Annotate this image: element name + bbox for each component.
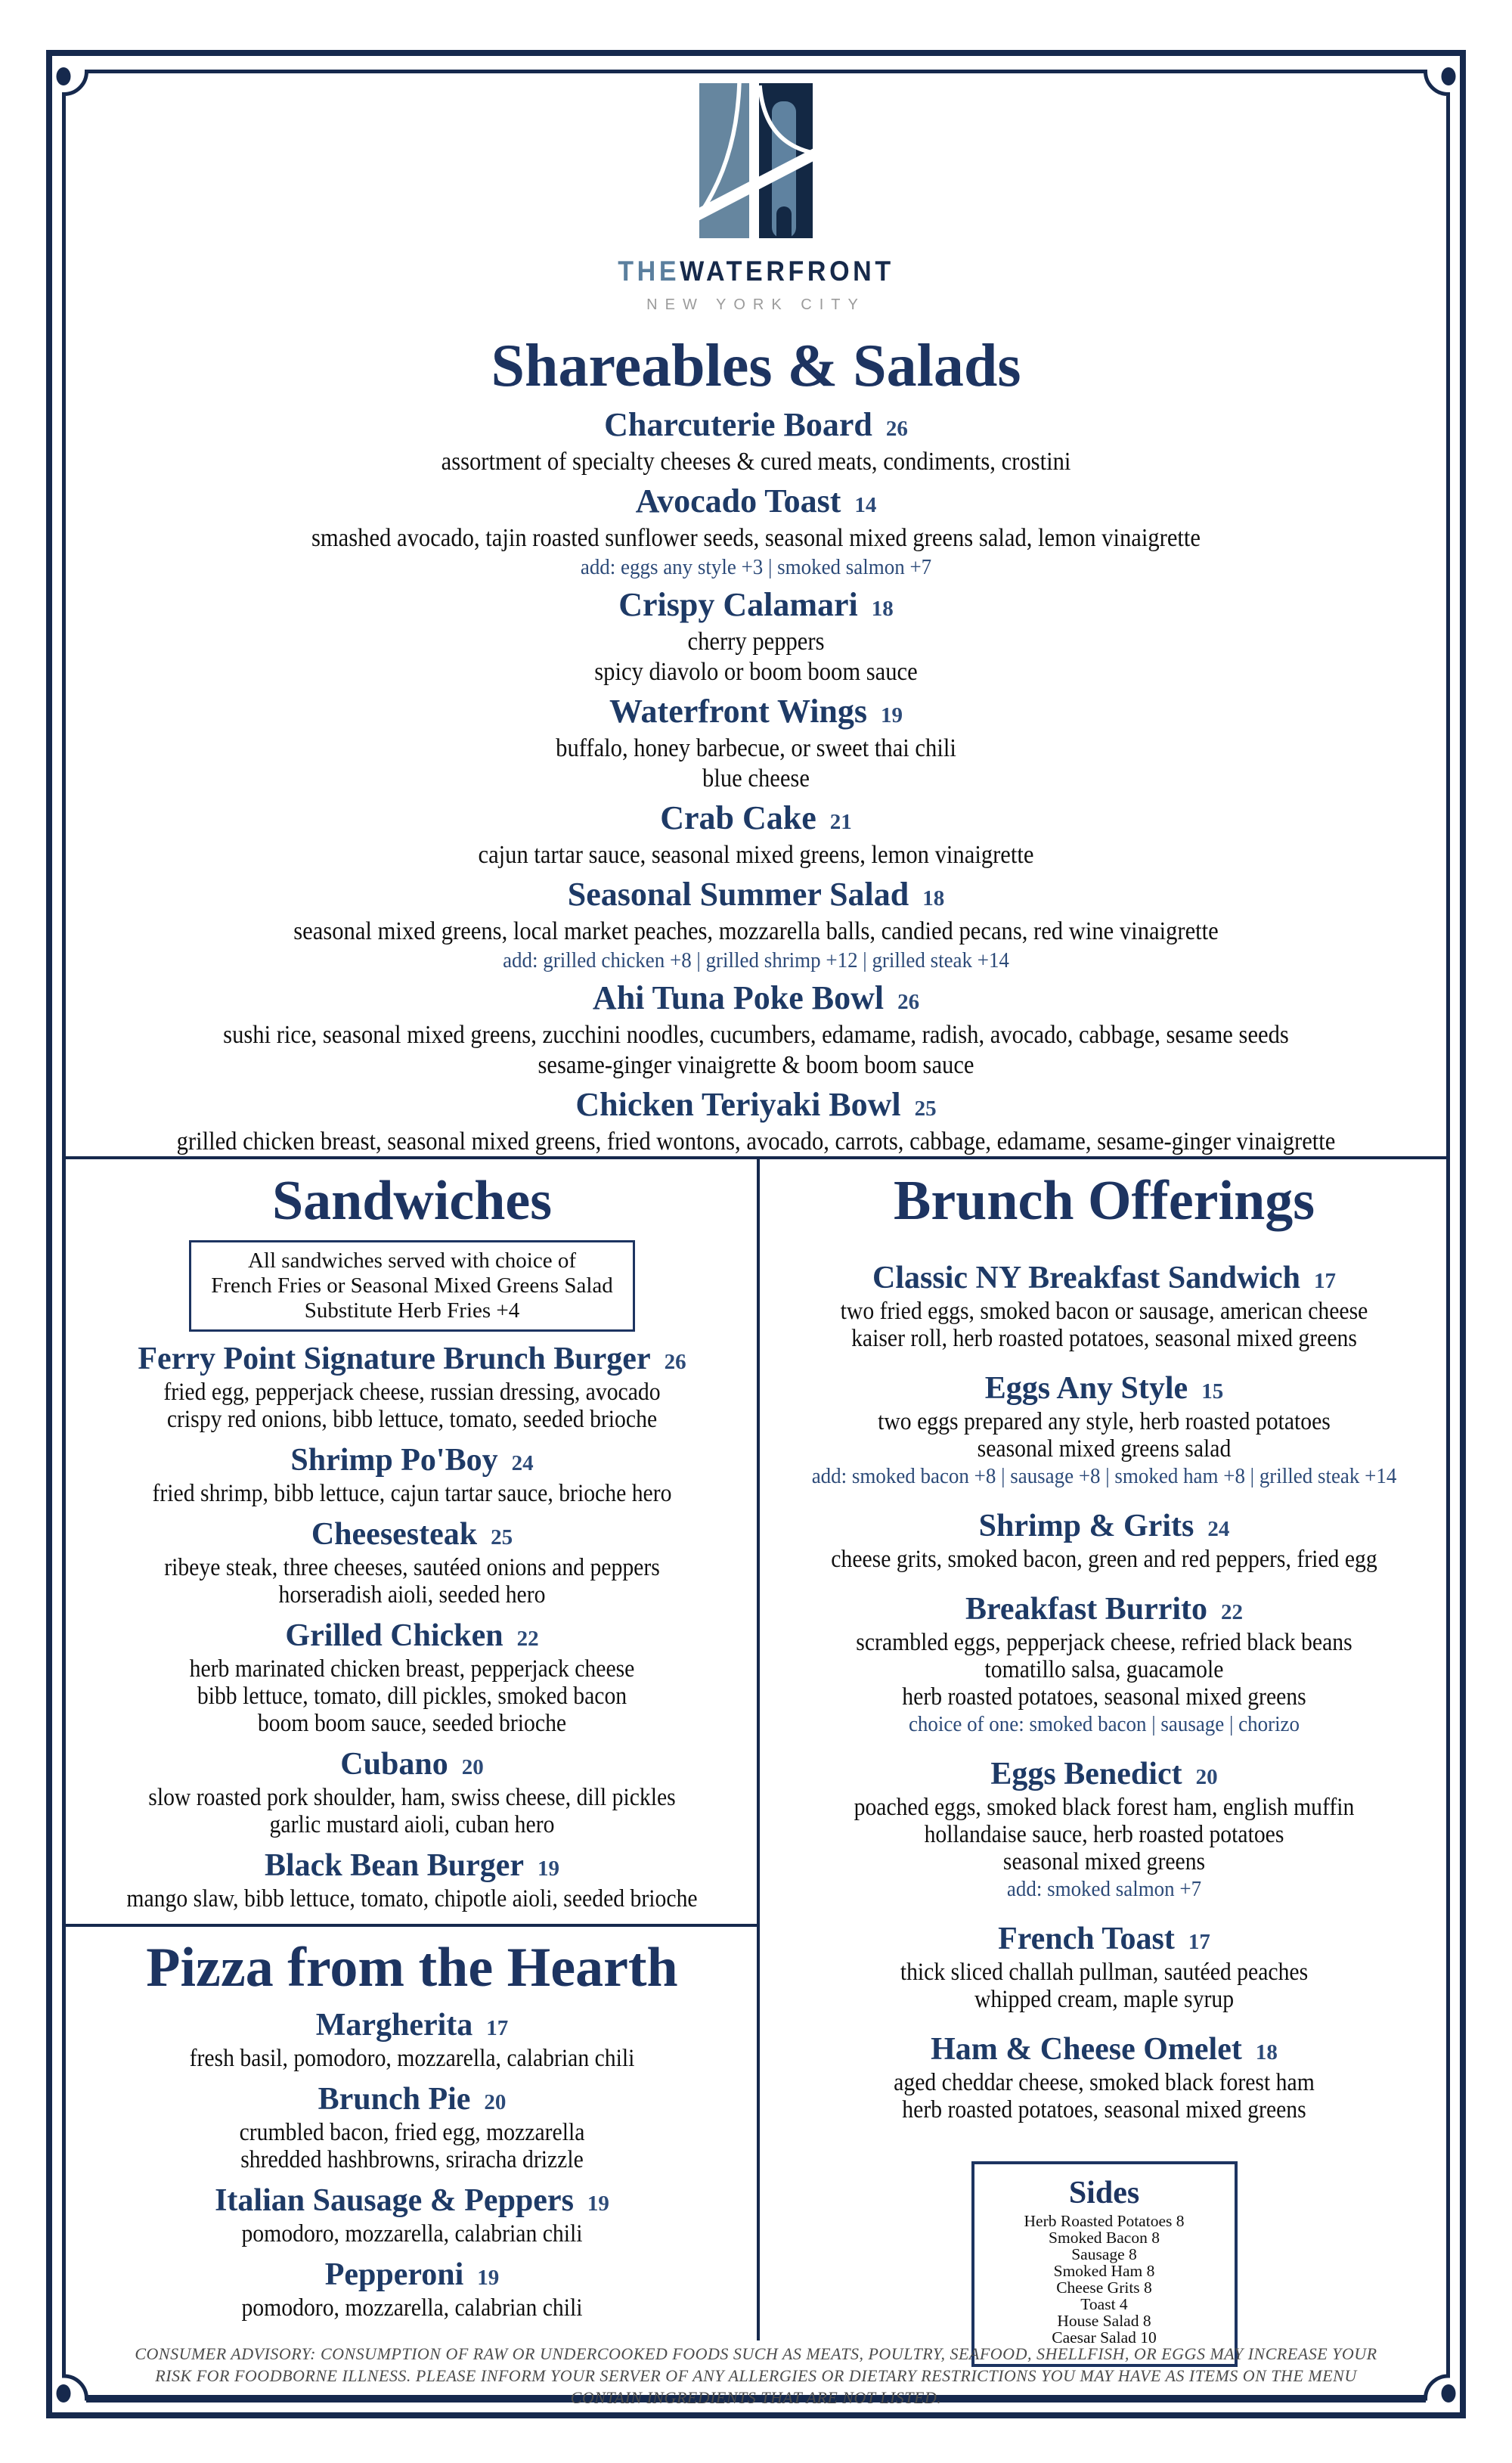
item-price: 17 [1313,1269,1336,1293]
item-desc: shredded hashbrowns, sriracha drizzle [240,2146,584,2173]
item-desc: cheese grits, smoked bacon, green and red peppers, fried egg [831,1546,1377,1573]
menu-item [72,2184,752,2247]
item-price: 18 [1255,2040,1278,2064]
item-price: 17 [1188,1930,1210,1954]
item-name: Pepperoni [324,2257,464,2292]
item-name: Eggs Any Style [984,1371,1188,1406]
advisory-line: CONSUMER ADVISORY: CONSUMPTION OF RAW OR UNDERCOOKED FOODS SUCH AS MEATS, POULTRY, SEAFOOD, SHELLFISH, OR EGGS MAY INCREASE YOUR [135,2344,1377,2363]
item-name: Cubano [340,1747,448,1782]
item-desc: pomodoro, mozzarella, calabrian chili [241,2294,583,2322]
section-title: Sandwiches [271,1170,553,1232]
item-desc: spicy diavolo or boom boom sauce [594,658,918,686]
item-desc: sushi rice, seasonal mixed greens, zucchini noodles, cucumbers, edamame, radish, avocado, cabbage, sesame seeds [223,1021,1289,1049]
corner-dot-icon [1442,2384,1456,2403]
item-price: 15 [1201,1379,1224,1404]
note-line: Substitute Herb Fries +4 [304,1298,520,1323]
brand-the: THE [618,256,680,287]
restaurant-logo-block [0,83,1512,314]
item-desc: poached eggs, smoked black forest ham, english muffin [854,1794,1355,1821]
item-desc: herb roasted potatoes, seasonal mixed greens [902,1683,1306,1711]
menu-item [68,407,1444,477]
item-name: Ahi Tuna Poke Bowl [592,979,885,1016]
column-divider-vertical [757,1156,760,2340]
item-desc: kaiser roll, herb roasted potatoes, seasonal mixed greens [851,1325,1357,1352]
item-name: Waterfront Wings [609,693,868,730]
note-line: French Fries or Seasonal Mixed Greens Salad [211,1273,613,1298]
side-item: House Salad 8 [1057,2312,1151,2330]
menu-item [762,1372,1446,1490]
section-sandwiches [72,1171,752,1912]
item-desc: bibb lettuce, tomato, dill pickles, smoked bacon [197,1683,627,1710]
brand-wordmark [60,256,1452,287]
note-line: All sandwiches served with choice of [247,1249,577,1273]
menu-item [762,1509,1446,1573]
item-desc: pomodoro, mozzarella, calabrian chili [241,2220,583,2247]
item-addon-note: choice of one: smoked bacon | sausage | chorizo [908,1712,1300,1736]
item-name: Eggs Benedict [990,1757,1182,1791]
menu-item [762,1593,1446,1738]
side-item: Toast 4 [1080,2295,1128,2313]
item-price: 20 [1195,1765,1218,1789]
menu-item [72,1849,752,1912]
item-desc: assortment of specialty cheeses & cured meats, condiments, crostini [441,448,1071,476]
consumer-advisory [91,2343,1421,2409]
section-pizza [72,1937,752,2322]
item-price: 19 [538,1857,559,1881]
item-name: Crispy Calamari [618,586,858,623]
item-name: Brunch Pie [318,2082,471,2117]
item-price: 26 [885,417,908,441]
side-item: Smoked Bacon 8 [1049,2229,1160,2247]
item-desc: seasonal mixed greens, local market peaches, mozzarella balls, candied pecans, red wine vinaigrette [293,917,1219,945]
item-name: Ham & Cheese Omelet [931,2032,1242,2067]
brand-waterfront: WATERFRONT [680,256,894,287]
corner-dot-icon [57,2384,71,2403]
item-desc: tomatillo salsa, guacamole [984,1656,1224,1683]
sides-box [971,2161,1238,2367]
sandwich-note-box [189,1240,635,1332]
item-desc: sesame-ginger vinaigrette & boom boom sauce [538,1051,974,1079]
menu-item [762,1757,1446,1903]
item-desc: fried egg, pepperjack cheese, russian dressing, avocado [163,1379,661,1406]
item-price: 24 [511,1451,534,1475]
item-price: 19 [881,703,903,727]
bridge-logo-icon [699,83,813,238]
item-addon-note: add: smoked salmon +7 [1006,1877,1202,1901]
item-name: Charcuterie Board [604,406,872,443]
item-desc: buffalo, honey barbecue, or sweet thai chili [556,734,956,762]
item-desc: crispy red onions, bibb lettuce, tomato, seeded brioche [166,1406,658,1433]
menu-item [762,1261,1446,1352]
item-desc: herb roasted potatoes, seasonal mixed greens [902,2096,1306,2123]
item-name: Seasonal Summer Salad [567,876,909,913]
item-desc: crumbled bacon, fried egg, mozzarella [239,2119,585,2146]
item-price: 21 [829,810,852,834]
menu-item [68,800,1444,870]
menu-item [72,1619,752,1737]
menu-item [68,693,1444,794]
item-price: 22 [1221,1600,1244,1624]
menu-item [762,1922,1446,2013]
item-desc: two fried eggs, smoked bacon or sausage, american cheese [840,1298,1368,1325]
brand-subtitle: NEW YORK CITY [646,296,866,313]
section-title: Brunch Offerings [893,1170,1315,1232]
item-name: French Toast [998,1922,1175,1956]
menu-item [72,1748,752,1838]
side-item: Smoked Ham 8 [1053,2262,1155,2280]
item-desc: blue cheese [702,765,810,793]
item-price: 24 [1207,1517,1230,1541]
item-name: Classic NY Breakfast Sandwich [872,1261,1300,1295]
item-desc: grilled chicken breast, seasonal mixed greens, fried wontons, avocado, carrots, cabbage, edamame, sesame-ginger vinaigrette [176,1128,1336,1156]
item-desc: fried shrimp, bibb lettuce, cajun tartar sauce, brioche hero [152,1480,672,1507]
menu-item [68,483,1444,581]
item-name: Shrimp Po'Boy [290,1443,498,1478]
item-desc: cherry peppers [687,628,825,656]
menu-item [68,980,1444,1081]
item-price: 25 [914,1097,937,1121]
item-addon-note: add: smoked bacon +8 | sausage +8 | smoked ham +8 | grilled steak +14 [811,1464,1397,1488]
section-title: Shareables & Salads [491,333,1021,399]
item-desc: horseradish aioli, seeded hero [278,1581,546,1608]
item-name: Black Bean Burger [265,1848,524,1883]
section-title: Pizza from the Hearth [146,1937,678,1999]
menu-item [72,1342,752,1433]
item-desc: cajun tartar sauce, seasonal mixed greens, lemon vinaigrette [478,841,1034,869]
item-price: 25 [491,1525,513,1549]
item-desc: whipped cream, maple syrup [974,1986,1235,2013]
item-desc: slow roasted pork shoulder, ham, swiss cheese, dill pickles [148,1784,676,1811]
item-price: 22 [516,1627,539,1651]
item-price: 26 [664,1350,686,1374]
item-desc: seasonal mixed greens salad [977,1435,1232,1463]
item-desc: scrambled eggs, pepperjack cheese, refried black beans [856,1629,1352,1656]
item-price: 20 [461,1755,484,1779]
item-name: Crab Cake [660,799,816,836]
item-name: Italian Sausage & Peppers [215,2183,574,2218]
item-desc: thick sliced challah pullman, sautéed peaches [900,1959,1309,1986]
item-desc: smashed avocado, tajin roasted sunflower seeds, seasonal mixed greens salad, lemon vinaigrette [311,524,1201,552]
item-desc: garlic mustard aioli, cuban hero [269,1811,555,1838]
left-column-divider [66,1924,760,1927]
item-name: Breakfast Burrito [965,1592,1208,1627]
item-addon-note: add: eggs any style +3 | smoked salmon +7 [580,555,932,579]
item-price: 19 [587,2192,609,2216]
menu-item [72,2009,752,2072]
menu-item [68,876,1444,974]
side-item: Herb Roasted Potatoes 8 [1024,2212,1185,2230]
advisory-line: RISK FOR FOODBORNE ILLNESS. PLEASE INFORM YOUR SERVER OF ANY ALLERGIES OR DIETARY RESTRICTIONS YOU MAY HAVE AS ITEMS ON THE MENU [155,2366,1357,2385]
item-name: Cheesesteak [311,1517,478,1552]
item-desc: ribeye steak, three cheeses, sautéed onions and peppers [164,1554,660,1581]
item-desc: seasonal mixed greens [1002,1848,1206,1875]
menu-item [72,2083,752,2173]
sides-title: Sides [1068,2176,1140,2210]
item-desc: aged cheddar cheese, smoked black forest ham [894,2069,1315,2096]
item-desc: hollandaise sauce, herb roasted potatoes [924,1821,1284,1848]
advisory-line: CONTAIN INGREDIENTS THAT ARE NOT LISTED. [570,2388,942,2407]
section-shareables-salads [68,331,1444,1157]
menu-item [68,1087,1444,1157]
side-item: Caesar Salad 10 [1052,2328,1157,2347]
item-price: 14 [854,493,877,517]
section-brunch-offerings [762,1171,1446,2367]
side-item: Cheese Grits 8 [1056,2278,1152,2297]
item-name: Margherita [315,2008,473,2043]
item-desc: fresh basil, pomodoro, mozzarella, calabrian chili [189,2045,635,2072]
side-item: Sausage 8 [1071,2245,1137,2263]
item-name: Ferry Point Signature Brunch Burger [138,1342,651,1376]
menu-item [68,587,1444,687]
menu-item [762,2033,1446,2123]
menu-item [72,2258,752,2322]
item-desc: boom boom sauce, seeded brioche [257,1710,567,1737]
item-name: Grilled Chicken [285,1618,503,1653]
item-price: 26 [897,990,920,1014]
item-desc: herb marinated chicken breast, pepperjack cheese [189,1655,635,1683]
item-name: Shrimp & Grits [978,1509,1194,1543]
item-desc: two eggs prepared any style, herb roasted potatoes [878,1408,1331,1435]
item-name: Chicken Teriyaki Bowl [575,1086,901,1123]
item-price: 18 [871,597,894,621]
menu-item [72,1444,752,1507]
item-price: 19 [477,2266,500,2290]
item-addon-note: add: grilled chicken +8 | grilled shrimp +12 | grilled steak +14 [503,948,1009,972]
menu-item [72,1518,752,1608]
item-desc: mango slaw, bibb lettuce, tomato, chipotle aioli, seeded brioche [126,1885,698,1912]
item-price: 18 [922,886,945,910]
item-price: 20 [484,2090,507,2114]
item-name: Avocado Toast [635,482,841,520]
item-price: 17 [486,2016,509,2040]
